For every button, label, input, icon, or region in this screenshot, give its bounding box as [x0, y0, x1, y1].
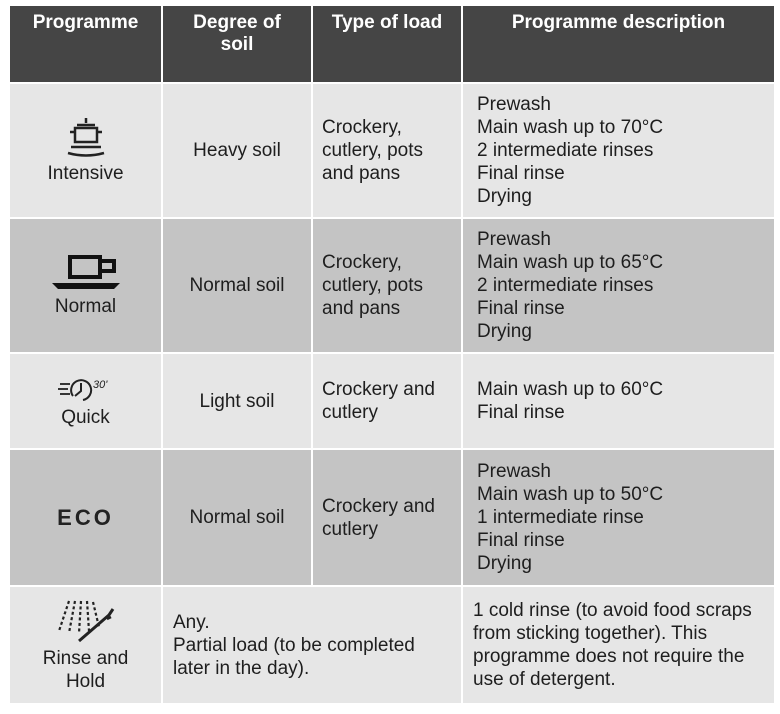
- description-line: Main wash up to 65°C: [477, 252, 664, 273]
- soil-and-load-line: Any.: [173, 611, 210, 633]
- programme-table-container: [10, 6, 774, 705]
- load-cell: Crockery, cutlery, pots and pans: [313, 219, 463, 354]
- description-line: Prewash: [477, 229, 551, 250]
- description-line: Drying: [477, 553, 532, 574]
- description-cell: [463, 219, 774, 354]
- description-line: 2 intermediate rinses: [477, 140, 654, 161]
- normal-cup-icon: [48, 253, 124, 293]
- description-line: Final rinse: [477, 163, 565, 184]
- programme-name: Intensive: [47, 163, 124, 184]
- description-cell: [463, 84, 774, 219]
- description-line: Prewash: [477, 94, 551, 115]
- description-line: Prewash: [477, 461, 551, 482]
- description-line: Drying: [477, 186, 532, 207]
- quick-30-icon: [56, 374, 116, 404]
- load-cell: Crockery, cutlery, pots and pans: [313, 84, 463, 219]
- header-programme: Programme: [10, 6, 163, 84]
- description-line: Final rinse: [477, 530, 565, 551]
- table-row: [10, 587, 774, 705]
- soil-and-load-line: Partial load (to be completed later in the day).: [173, 634, 415, 679]
- header-load: Type of load: [313, 6, 463, 84]
- description-line: Final rinse: [477, 402, 565, 423]
- table-header-row: [10, 6, 774, 84]
- programme-cell: [10, 84, 163, 219]
- load-cell: Crockery and cutlery: [313, 354, 463, 450]
- programme-name: Quick: [61, 406, 110, 428]
- description-line: 1 intermediate rinse: [477, 507, 644, 528]
- programme-table: [10, 6, 774, 705]
- description-line: Main wash up to 60°C: [477, 379, 664, 400]
- soil-cell: Heavy soil: [163, 84, 313, 219]
- description-cell: [463, 354, 774, 450]
- programme-cell: [10, 587, 163, 705]
- soil-cell: Light soil: [163, 354, 313, 450]
- programme-cell: [10, 450, 163, 587]
- description-line: Drying: [477, 321, 532, 342]
- programme-name: Rinse and Hold: [42, 648, 129, 692]
- programme-name: ECO: [57, 505, 114, 530]
- description-line: Main wash up to 70°C: [477, 117, 664, 138]
- soil-cell: Normal soil: [163, 450, 313, 587]
- table-row: [10, 84, 774, 219]
- description-line: 2 intermediate rinses: [477, 275, 654, 296]
- table-row: [10, 354, 774, 450]
- description-cell: 1 cold rinse (to avoid food scraps from sticking together). This programme does not require the use of detergent.: [463, 587, 774, 705]
- header-soil: Degree of soil: [163, 6, 313, 84]
- table-row: [10, 450, 774, 587]
- load-cell: Crockery and cutlery: [313, 450, 463, 587]
- description-cell: [463, 450, 774, 587]
- quick-icon-label: 30': [92, 378, 107, 391]
- programme-name: Normal: [54, 296, 117, 317]
- soil-and-load-cell: [163, 587, 463, 705]
- soil-cell: Normal soil: [163, 219, 313, 354]
- table-row: [10, 219, 774, 354]
- programme-cell: [10, 354, 163, 450]
- intensive-pot-icon: [65, 116, 107, 160]
- description-line: Final rinse: [477, 298, 565, 319]
- programme-cell: [10, 219, 163, 354]
- header-description: Programme description: [463, 6, 774, 84]
- rinse-hold-spray-icon: [51, 597, 121, 645]
- description-line: Main wash up to 50°C: [477, 484, 664, 505]
